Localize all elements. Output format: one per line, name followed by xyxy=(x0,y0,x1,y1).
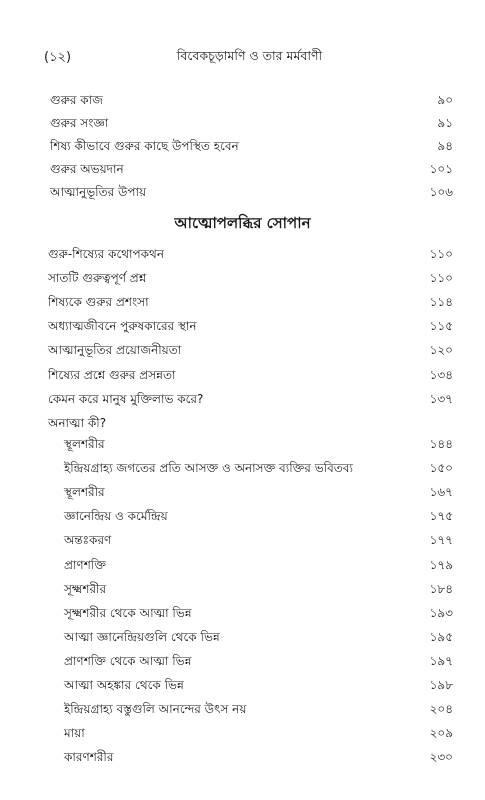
toc-entry-title: শিষ্যের প্রশ্নে গুরুর প্রসন্নতা xyxy=(48,367,176,382)
toc-entry-page: ১১৫ xyxy=(429,319,453,334)
toc-entry-title: সূক্ষ্মশরীর xyxy=(64,581,107,596)
toc-entry xyxy=(0,749,485,767)
toc-entry-page: ১১০ xyxy=(429,247,453,261)
page-number: (১২) xyxy=(44,50,72,65)
toc-entry xyxy=(0,677,485,695)
toc-entry-page: ১৮৪ xyxy=(429,581,453,596)
toc-entry xyxy=(0,367,485,385)
toc-entry-title: প্রাণশক্তি xyxy=(64,557,106,572)
toc-entry-title: স্থূলশরীর xyxy=(64,437,105,451)
toc-entry-page: ৯০ xyxy=(437,93,453,107)
toc-entry-page: ২০৪ xyxy=(429,702,453,717)
toc-entry-page: ১৬৭ xyxy=(429,485,453,500)
toc-entry-page: ১৯৫ xyxy=(429,629,453,644)
toc-entry-page: ১৭৭ xyxy=(429,533,453,548)
toc-entry-title: জ্ঞানেন্দ্রিয় ও কর্মেন্দ্রিয় xyxy=(64,509,168,524)
toc-entry-title: আত্মানুভূতির উপায় xyxy=(50,185,147,199)
toc-entry-title: ইন্দ্রিয়গ্রাহ্য জগতের প্রতি আসক্ত ও অনাসক্ত ব্যক্তির ভবিতব্য xyxy=(64,461,353,476)
toc-entry-title: অধ্যাত্মজীবনে পুরুষকারের স্থান xyxy=(48,319,197,334)
toc-entry-page: ৯৪ xyxy=(437,139,453,153)
toc-entry-page: ১৯৭ xyxy=(429,653,453,668)
toc-entry-page: ১৯৮ xyxy=(429,678,453,692)
toc-entry xyxy=(0,581,485,599)
toc-entry xyxy=(0,138,485,156)
toc-entry-title: শিষ্যকে গুরুর প্রশংসা xyxy=(48,295,149,310)
toc-entry-title: কারণশরীর xyxy=(64,750,114,765)
toc-entry xyxy=(0,701,485,719)
toc-entry xyxy=(0,725,485,743)
toc-entry xyxy=(0,92,485,110)
page-header xyxy=(44,48,455,68)
toc-entry xyxy=(0,653,485,671)
toc-entry xyxy=(0,532,485,550)
toc-entry-title: অনাত্মা কী? xyxy=(48,415,107,430)
toc-entry xyxy=(0,115,485,133)
toc-entry-page: ১৭৫ xyxy=(429,509,453,524)
toc-entry-page: ১১৪ xyxy=(429,295,453,310)
toc-entry-title: গুরুর কাজ xyxy=(50,93,103,107)
toc-entry-title: প্রাণশক্তি থেকে আত্মা ভিন্ন xyxy=(64,653,192,668)
toc-entry xyxy=(0,436,485,454)
toc-entry xyxy=(0,629,485,647)
toc-entry-title: স্থূলশরীর xyxy=(64,485,105,500)
toc-entry-page: ১৩৪ xyxy=(429,367,453,382)
toc-entry-title: ইন্দ্রিয়গ্রাহ্য বস্তুগুলি আনন্দের উৎস নয় xyxy=(64,702,247,717)
toc-entry-page: ১২০ xyxy=(429,343,453,358)
toc-entry-title: সূক্ষ্মশরীর থেকে আত্মা ভিন্ন xyxy=(64,605,192,620)
toc-entry xyxy=(0,270,485,288)
toc-entry xyxy=(0,605,485,623)
toc-entry-page: ১০১ xyxy=(429,162,453,176)
toc-entry-page: ১৭৯ xyxy=(429,557,453,572)
toc-entry-title: অন্তঃকরণ xyxy=(64,533,112,548)
toc-entry-title: আত্মা অহঙ্কার থেকে ভিন্ন xyxy=(64,678,184,692)
toc-entry-page: ২৩০ xyxy=(429,750,453,765)
book-title: বিবেকচূড়ামণি ও তার মর্মবাণী xyxy=(176,48,323,63)
toc-entry xyxy=(0,184,485,202)
toc-entry xyxy=(0,484,485,502)
toc-entry-title: শিষ্য কীভাবে গুরুর কাছে উপস্থিত হবেন xyxy=(50,139,239,153)
toc-entry-page: ১৩৭ xyxy=(429,391,453,406)
toc-entry-page: ১১০ xyxy=(429,271,453,286)
toc-entry-title: সাতটি গুরুত্বপূর্ণ প্রশ্ন xyxy=(48,271,147,286)
toc-entry-page: ১৯৩ xyxy=(429,605,453,620)
toc-entry xyxy=(0,161,485,179)
toc-entry-page: ১০৬ xyxy=(429,185,453,199)
toc-entry xyxy=(0,391,485,409)
toc-entry xyxy=(0,246,485,264)
toc-entry-page: ১৫০ xyxy=(429,461,453,476)
toc-entry xyxy=(0,415,485,433)
toc-entry xyxy=(0,318,485,336)
toc-entry xyxy=(0,557,485,575)
section-title: আত্মোপলব্ধির সোপান xyxy=(174,214,311,232)
toc-entry-page: ৯১ xyxy=(437,116,453,130)
toc-entry-title: গুরুর সংজ্ঞা xyxy=(50,116,109,130)
toc-entry xyxy=(0,342,485,360)
toc-entry xyxy=(0,294,485,312)
toc-entry-title: আত্মানুভূতির প্রয়োজনীয়তা xyxy=(48,343,182,358)
toc-entry-title: কেমন করে মানুষ মুক্তিলাভ করে? xyxy=(48,391,204,406)
toc-entry-page: ১৪৪ xyxy=(429,437,453,451)
toc-entry-page: ২০৯ xyxy=(429,726,453,741)
toc-entry-title: আত্মা জ্ঞানেন্দ্রিয়গুলি থেকে ভিন্ন xyxy=(64,629,220,644)
toc-entry-title: গুরু-শিষ্যের কথোপকথন xyxy=(48,247,164,261)
toc-entry xyxy=(0,460,485,478)
toc-entry-title: গুরুর অভয়দান xyxy=(50,162,124,176)
toc-entry xyxy=(0,508,485,526)
toc-entry-title: মায়া xyxy=(64,726,85,741)
